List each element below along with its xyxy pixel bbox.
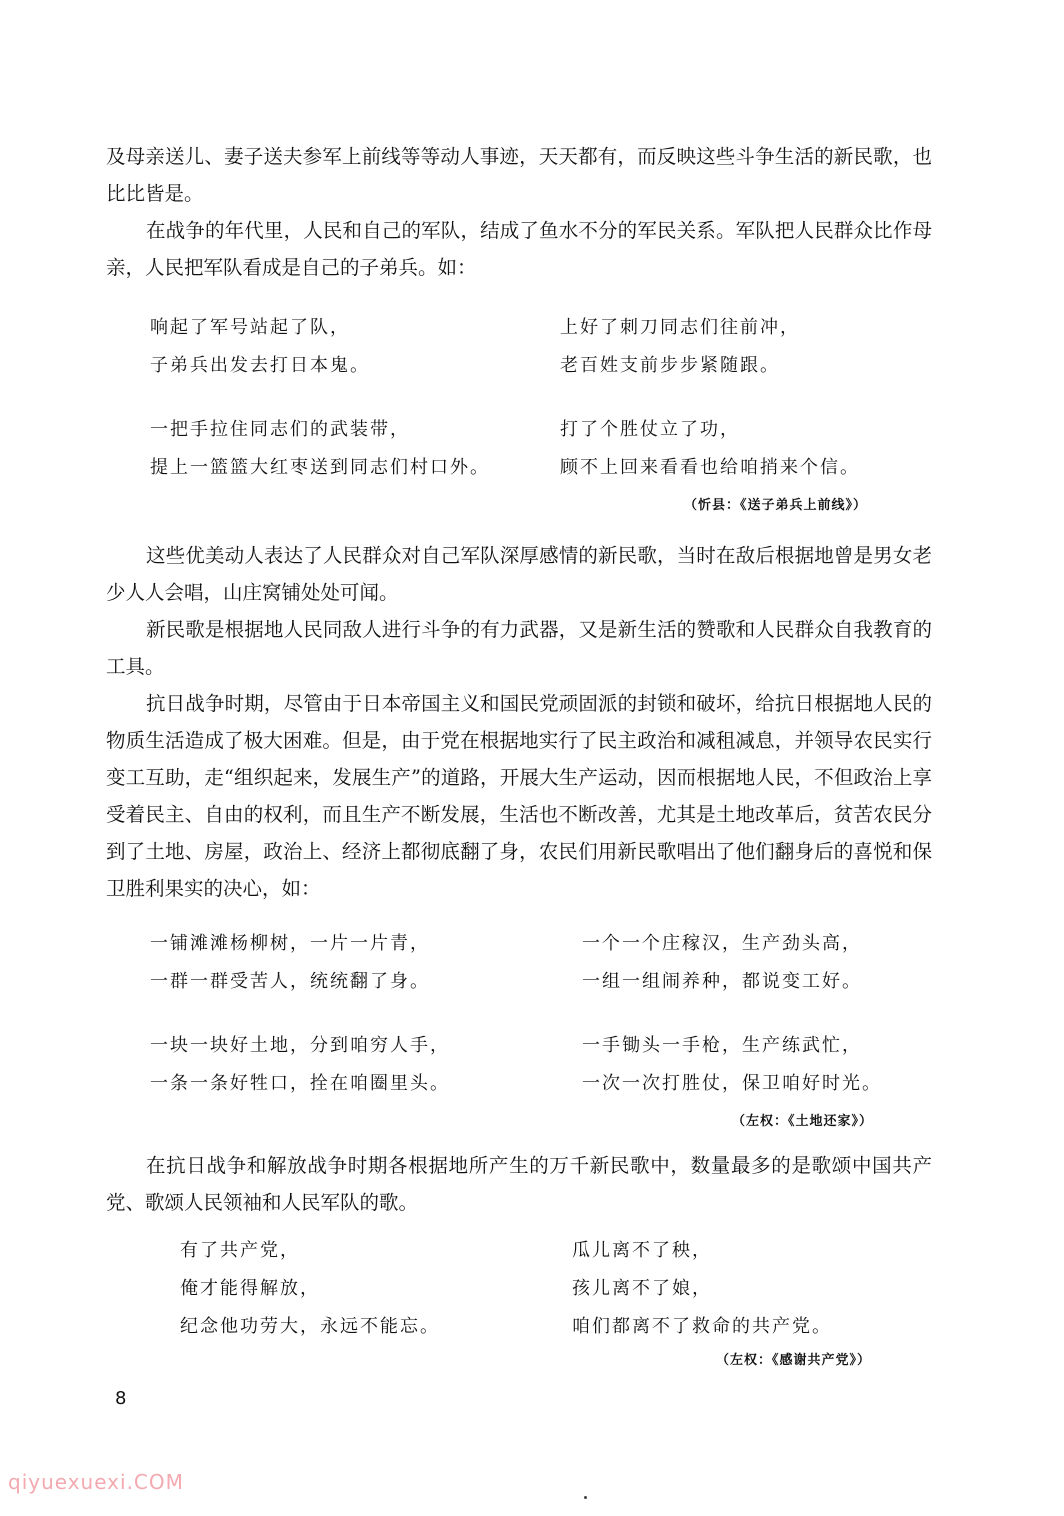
song2-stanza2-left	[150, 1027, 450, 1103]
verse-line: 有了共产党，	[180, 1240, 300, 1261]
song1-stanza1-left	[150, 309, 370, 385]
verse-line: 孩儿离不了娘，	[572, 1278, 712, 1299]
verse-line: 响起了军号站起了队，	[150, 317, 350, 338]
paragraph-3: 这些优美动人表达了人民群众对自己军队深厚感情的新民歌，当时在敌后根据地曾是男女老少人人会唱，山庄窝铺处处可闻。	[106, 544, 932, 604]
verse-line: 一组一组闹养种，都说变工好。	[582, 971, 862, 992]
song2-stanza2-right	[582, 1027, 882, 1103]
verse-line: 打了个胜仗立了功，	[560, 419, 740, 440]
song1-stanza2-left	[150, 411, 490, 487]
verse-line: 纪念他功劳大，永远不能忘。	[180, 1316, 440, 1337]
paragraph-5: 抗日战争时期，尽管由于日本帝国主义和国民党顽固派的封锁和破坏，给抗日根据地人民的物质生活造成了极大困难。但是，由于党在根据地实行了民主政治和减租减息，并领导农民实行变工互助，走“组织起来，发展生产”的道路，开展大生产运动，因而根据地人民，不但政治上享受着民主、自由的权利，而且生产不断发展，生活也不断改善，尤其是土地改革后，贫苦农民分到了土地、房屋，政治上、经济上都彻底翻了身，农民们用新民歌唱出了他们翻身后的喜悦和保卫胜利果实的决心，如：	[106, 692, 932, 900]
verse-line: 一条一条好牲口，拴在咱圈里头。	[150, 1073, 450, 1094]
verse-line: 提上一篮篮大红枣送到同志们村口外。	[150, 457, 490, 478]
song3-stanza1-right	[572, 1232, 832, 1346]
song3-source: （左权：《感谢共产党》）	[716, 1353, 872, 1368]
verse-line: 一群一群受苦人，统统翻了身。	[150, 971, 430, 992]
verse-line: 子弟兵出发去打日本鬼。	[150, 355, 370, 376]
paragraph-2: 在战争的年代里，人民和自己的军队，结成了鱼水不分的军民关系。军队把人民群众比作母亲，人民把军队看成是自己的子弟兵。如：	[106, 219, 932, 279]
verse-line: 一铺滩滩杨柳树，一片一片青，	[150, 933, 430, 954]
verse-line: 咱们都离不了救命的共产党。	[572, 1316, 832, 1337]
verse-line: 老百姓支前步步紧随跟。	[560, 355, 780, 376]
song1-stanza1-right	[560, 309, 800, 385]
verse-line: 一个一个庄稼汉，生产劲头高，	[582, 933, 862, 954]
song2-stanza1-left	[150, 925, 430, 1001]
paragraph-6: 在抗日战争和解放战争时期各根据地所产生的万千新民歌中，数量最多的是歌颂中国共产党、歌颂人民领袖和人民军队的歌。	[106, 1154, 932, 1214]
verse-line: 一把手拉住同志们的武装带，	[150, 419, 410, 440]
verse-line: 上好了刺刀同志们往前冲，	[560, 317, 800, 338]
scan-speck	[584, 1496, 587, 1499]
verse-line: 一手锄头一手枪，生产练武忙，	[582, 1035, 862, 1056]
song2-source: （左权：《土地还家》）	[732, 1114, 874, 1129]
verse-line: 一次一次打胜仗，保卫咱好时光。	[582, 1073, 882, 1094]
paragraph-1: 及母亲送儿、妻子送夫参军上前线等等动人事迹，天天都有，而反映这些斗争生活的新民歌，也比比皆是。	[106, 145, 932, 205]
verse-line: 瓜儿离不了秧，	[572, 1240, 712, 1261]
watermark-logo: qiyuexuexi.COM	[8, 1470, 184, 1494]
verse-line: 一块一块好土地，分到咱穷人手，	[150, 1035, 450, 1056]
song1-stanza2-right	[560, 411, 860, 487]
song1-source: （忻县：《送子弟兵上前线》）	[684, 498, 868, 513]
verse-line: 顾不上回来看看也给咱捎来个信。	[560, 457, 860, 478]
verse-line: 俺才能得解放，	[180, 1278, 320, 1299]
song3-stanza1-left	[180, 1232, 440, 1346]
paragraph-4: 新民歌是根据地人民同敌人进行斗争的有力武器，又是新生活的赞歌和人民群众自我教育的工具。	[106, 618, 932, 678]
page-number: 8	[115, 1388, 127, 1409]
song2-stanza1-right	[582, 925, 862, 1001]
